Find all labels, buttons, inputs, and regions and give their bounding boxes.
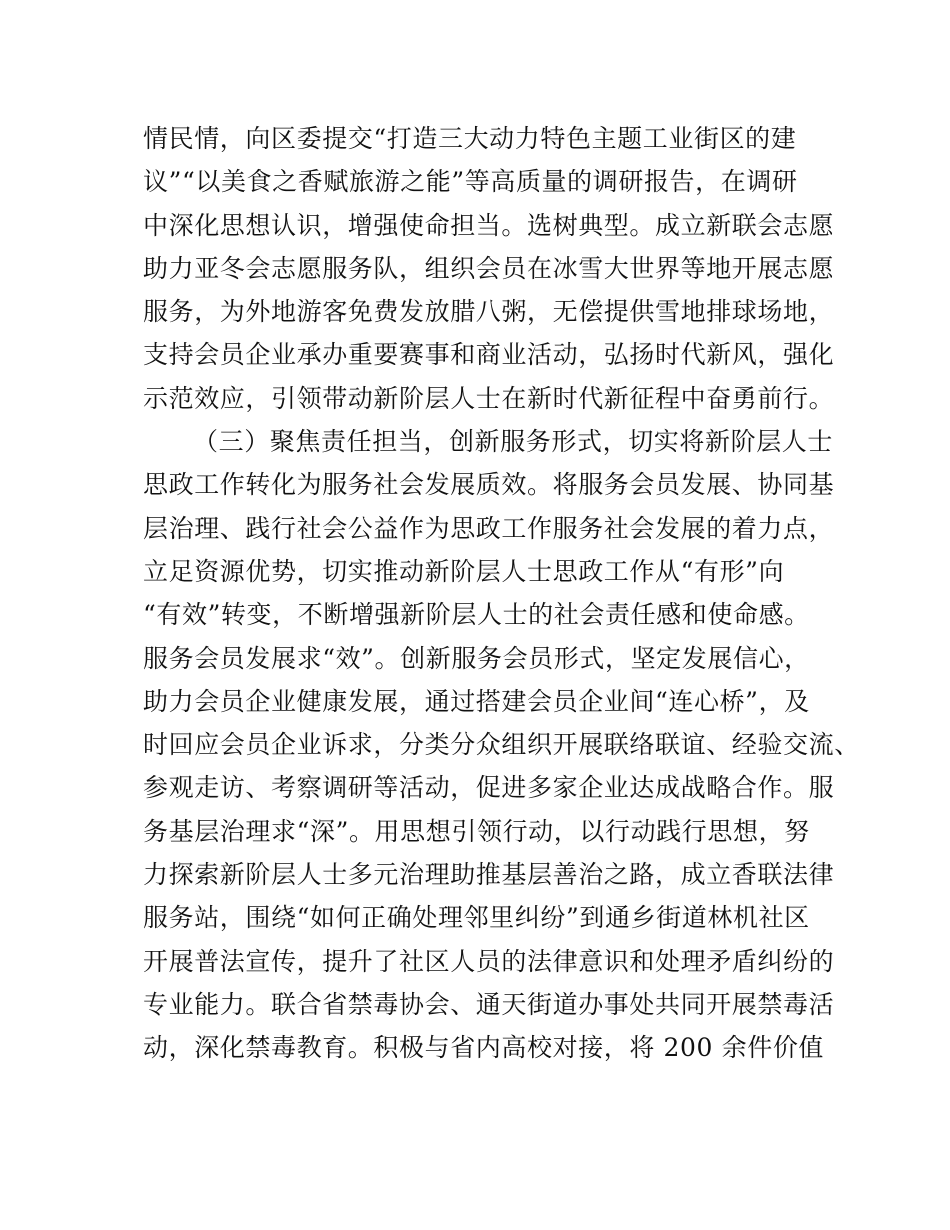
text-line: 思政工作转化为服务社会发展质效。将服务会员发展、协同基 bbox=[143, 470, 835, 500]
text-line: 动，深化禁毒教育。积极与省内高校对接，将 200 余件价值 bbox=[143, 1033, 825, 1063]
text-line: 开展普法宣传，提升了社区人员的法律意识和处理矛盾纠纷的 bbox=[143, 946, 835, 976]
text-line: 助力亚冬会志愿服务队，组织会员在冰雪大世界等地开展志愿 bbox=[143, 253, 835, 283]
section-heading-line: （三）聚焦责任担当，创新服务形式，切实将新阶层人士 bbox=[193, 427, 834, 457]
text-line: 服务会员发展求“效”。创新服务会员形式，坚定发展信心， bbox=[143, 643, 810, 673]
text-line: 议”“以美食之香赋旅游之能”等高质量的调研报告，在调研 bbox=[143, 167, 798, 197]
text-line: 服务站，围绕“如何正确处理邻里纠纷”到通乡街道林机社区 bbox=[143, 903, 810, 933]
text-line: 层治理、践行社会公益作为思政工作服务社会发展的着力点， bbox=[143, 513, 835, 543]
text-line: 务基层治理求“深”。用思想引领行动，以行动践行思想，努 bbox=[143, 816, 810, 846]
text-line: 助力会员企业健康发展，通过搭建会员企业间“连心桥”，及 bbox=[143, 686, 810, 716]
text-line: “有效”转变，不断增强新阶层人士的社会责任感和使命感。 bbox=[143, 600, 810, 630]
text-line: 专业能力。联合省禁毒协会、通天街道办事处共同开展禁毒活 bbox=[143, 989, 835, 1019]
text-line: 立足资源优势，切实推动新阶层人士思政工作从“有形”向 bbox=[143, 556, 785, 586]
text-line: 力探索新阶层人士多元治理助推基层善治之路，成立香联法律 bbox=[143, 860, 835, 890]
text-line: 情民情，向区委提交“打造三大动力特色主题工业街区的建 bbox=[143, 124, 797, 153]
text-line: 支持会员企业承办重要赛事和商业活动，弘扬时代新风，强化 bbox=[143, 340, 835, 370]
text-line: 时回应会员企业诉求，分类分众组织开展联络联谊、经验交流、 bbox=[143, 730, 860, 760]
text-line: 服务，为外地游客免费发放腊八粥，无偿提供雪地排球场地， bbox=[143, 297, 835, 327]
text-line: 中深化思想认识，增强使命担当。选树典型。成立新联会志愿 bbox=[143, 210, 835, 240]
text-line: 参观走访、考察调研等活动，促进多家企业达成战略合作。服 bbox=[143, 773, 835, 803]
body-text bbox=[143, 117, 860, 1070]
text-line: 示范效应，引领带动新阶层人士在新时代新征程中奋勇前行。 bbox=[143, 383, 835, 413]
